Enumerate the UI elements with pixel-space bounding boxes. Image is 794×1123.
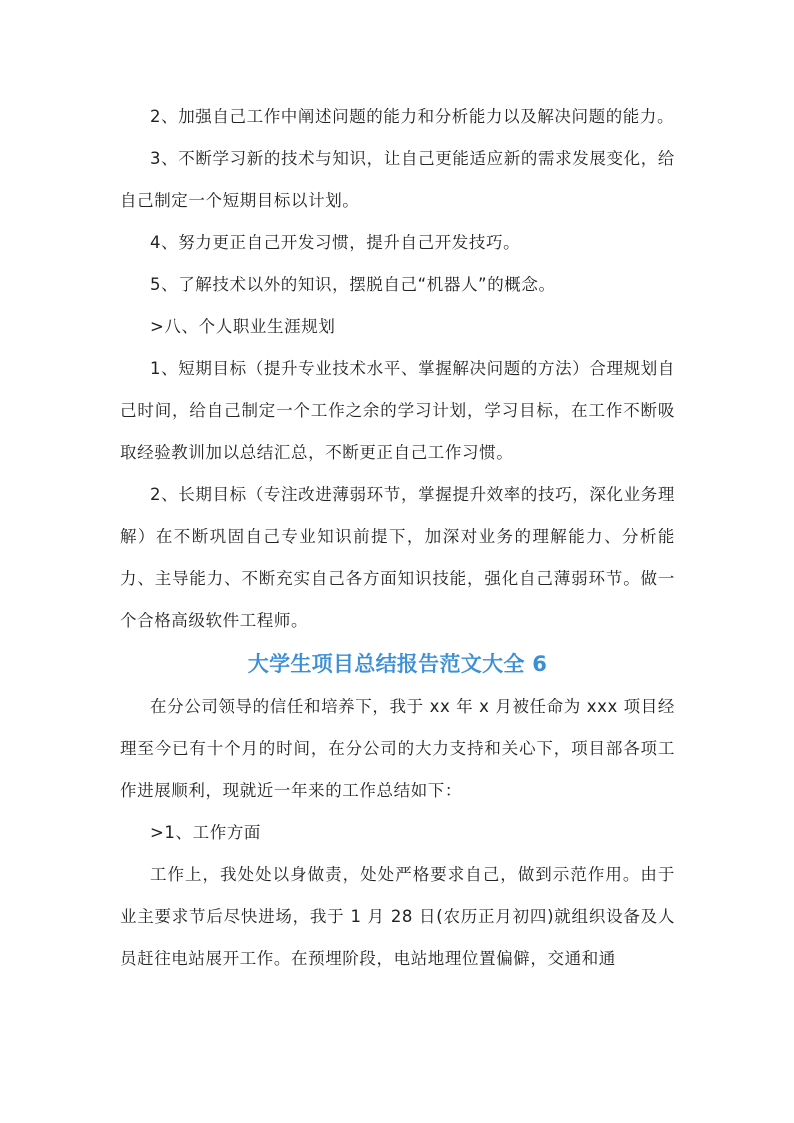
list-paragraph-2: 2、加强自己工作中阐述问题的能力和分析能力以及解决问题的能力。 [150, 107, 675, 126]
list-paragraph-5: 5、了解技术以外的知识，摆脱自己“机器人”的概念。 [150, 275, 556, 294]
intro-paragraph: 在分公司领导的信任和培养下，我于 xx 年 x 月被任命为 xxx 项目经理至今已有十个月的时间，在分公司的大力支持和关心下，项目部各项工作进展顺利，现就近一年来的工作总结如下： [120, 697, 675, 800]
long-term-goal-paragraph: 2、长期目标（专注改进薄弱环节，掌握提升效率的技巧，深化业务理解）在不断巩固自己专业知识前提下，加深对业务的理解能力、分析能力、主导能力、不断充实自己各方面知识技能，强化自己薄弱环节。做一个合格高级软件工程师。 [120, 485, 675, 630]
short-term-goal-paragraph: 1、短期目标（提升专业技术水平、掌握解决问题的方法）合理规划自己时间，给自己制定一个工作之余的学习计划，学习目标，在工作不断吸取经验教训加以总结汇总，不断更正自己工作习惯。 [120, 359, 675, 462]
list-paragraph-3: 3、不断学习新的技术与知识，让自己更能适应新的需求发展变化，给自己制定一个短期目标以计划。 [120, 149, 675, 210]
list-paragraph-4: 4、努力更正自己开发习惯，提升自己开发技巧。 [150, 233, 521, 252]
article-title: 大学生项目总结报告范文大全 6 [247, 652, 548, 676]
section-heading-career-plan: >八、个人职业生涯规划 [150, 317, 336, 336]
document-page [120, 96, 675, 980]
section-heading-work: >1、工作方面 [150, 823, 262, 842]
work-paragraph: 工作上，我处处以身做责，处处严格要求自己，做到示范作用。由于业主要求节后尽快进场，我于 1 月 28 日(农历正月初四)就组织设备及人员赶往电站展开工作。在预埋阶段，电站地理位置偏僻，交通和通 [120, 865, 675, 968]
